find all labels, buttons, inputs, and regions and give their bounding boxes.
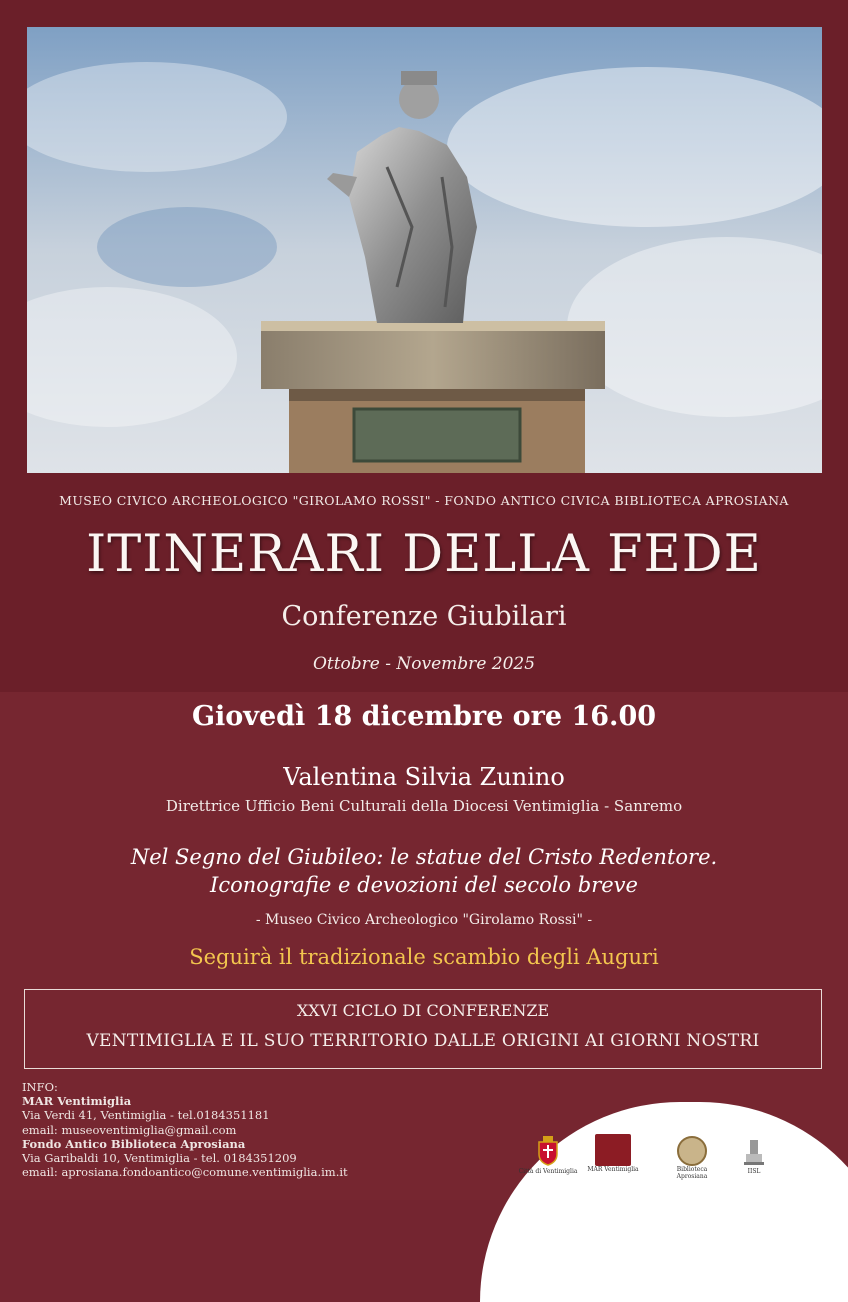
tower-icon xyxy=(742,1136,766,1166)
info-email-mar[interactable]: email: museoventimiglia@gmail.com xyxy=(22,1122,237,1137)
greetings-line: Seguirà il tradizionale scambio degli Auguri xyxy=(189,945,659,969)
biblioteca-logo-label: Biblioteca Aprosiana xyxy=(676,1166,708,1180)
speaker-role: Direttrice Ufficio Beni Culturali della Diocesi Ventimiglia - Sanremo xyxy=(165,797,683,815)
info-org-mar: MAR Ventimiglia xyxy=(22,1094,132,1109)
info-heading: INFO: xyxy=(22,1080,58,1094)
iisl-logo-label: IISL xyxy=(747,1168,761,1175)
info-email-biblioteca[interactable]: email: aprosiana.fondoantico@comune.ventimiglia.im.it xyxy=(22,1165,348,1180)
city-crest-icon xyxy=(537,1136,559,1166)
speaker-name: Valentina Silvia Zunino xyxy=(283,763,565,791)
seal-icon xyxy=(677,1136,707,1166)
talk-title-line1: Nel Segno del Giubileo: le statue del Cristo Redentore. xyxy=(130,845,718,869)
talk-title-line2: Iconografie e devozioni del secolo breve xyxy=(210,873,638,897)
city-logo xyxy=(518,1136,578,1175)
venue: - Museo Civico Archeologico "Girolamo Rossi" - xyxy=(255,912,593,928)
info-org-biblioteca: Fondo Antico Biblioteca Aprosiana xyxy=(22,1136,246,1151)
info-block xyxy=(22,1080,348,1179)
iisl-logo xyxy=(734,1136,774,1175)
cycle-box xyxy=(24,989,822,1069)
main-title: ITINERARI DELLA FEDE xyxy=(86,525,762,584)
city-logo-label: Città di Ventimiglia xyxy=(518,1168,578,1175)
museum-line: MUSEO CIVICO ARCHEOLOGICO "GIROLAMO ROSSI" - FONDO ANTICO CIVICA BIBLIOTECA APROSIANA xyxy=(59,493,789,508)
info-address-mar: Via Verdi 41, Ventimiglia - tel.0184351181 xyxy=(22,1108,270,1123)
cycle-subtitle: VENTIMIGLIA E IL SUO TERRITORIO DALLE ORIGINI AI GIORNI NOSTRI xyxy=(86,1031,760,1051)
mar-logo-label: MAR Ventimiglia xyxy=(587,1166,639,1173)
biblioteca-logo xyxy=(664,1136,720,1180)
mar-logo-icon xyxy=(595,1134,631,1166)
mar-logo xyxy=(586,1134,640,1173)
event-date: Giovedì 18 dicembre ore 16.00 xyxy=(191,701,657,732)
cycle-title: XXVI CICLO DI CONFERENZE xyxy=(296,1001,550,1020)
period: Ottobre - Novembre 2025 xyxy=(312,654,536,674)
statue-photo xyxy=(27,27,822,473)
info-address-biblioteca: Via Garibaldi 10, Ventimiglia - tel. 0184351209 xyxy=(22,1151,297,1166)
subtitle: Conferenze Giubilari xyxy=(281,601,567,632)
